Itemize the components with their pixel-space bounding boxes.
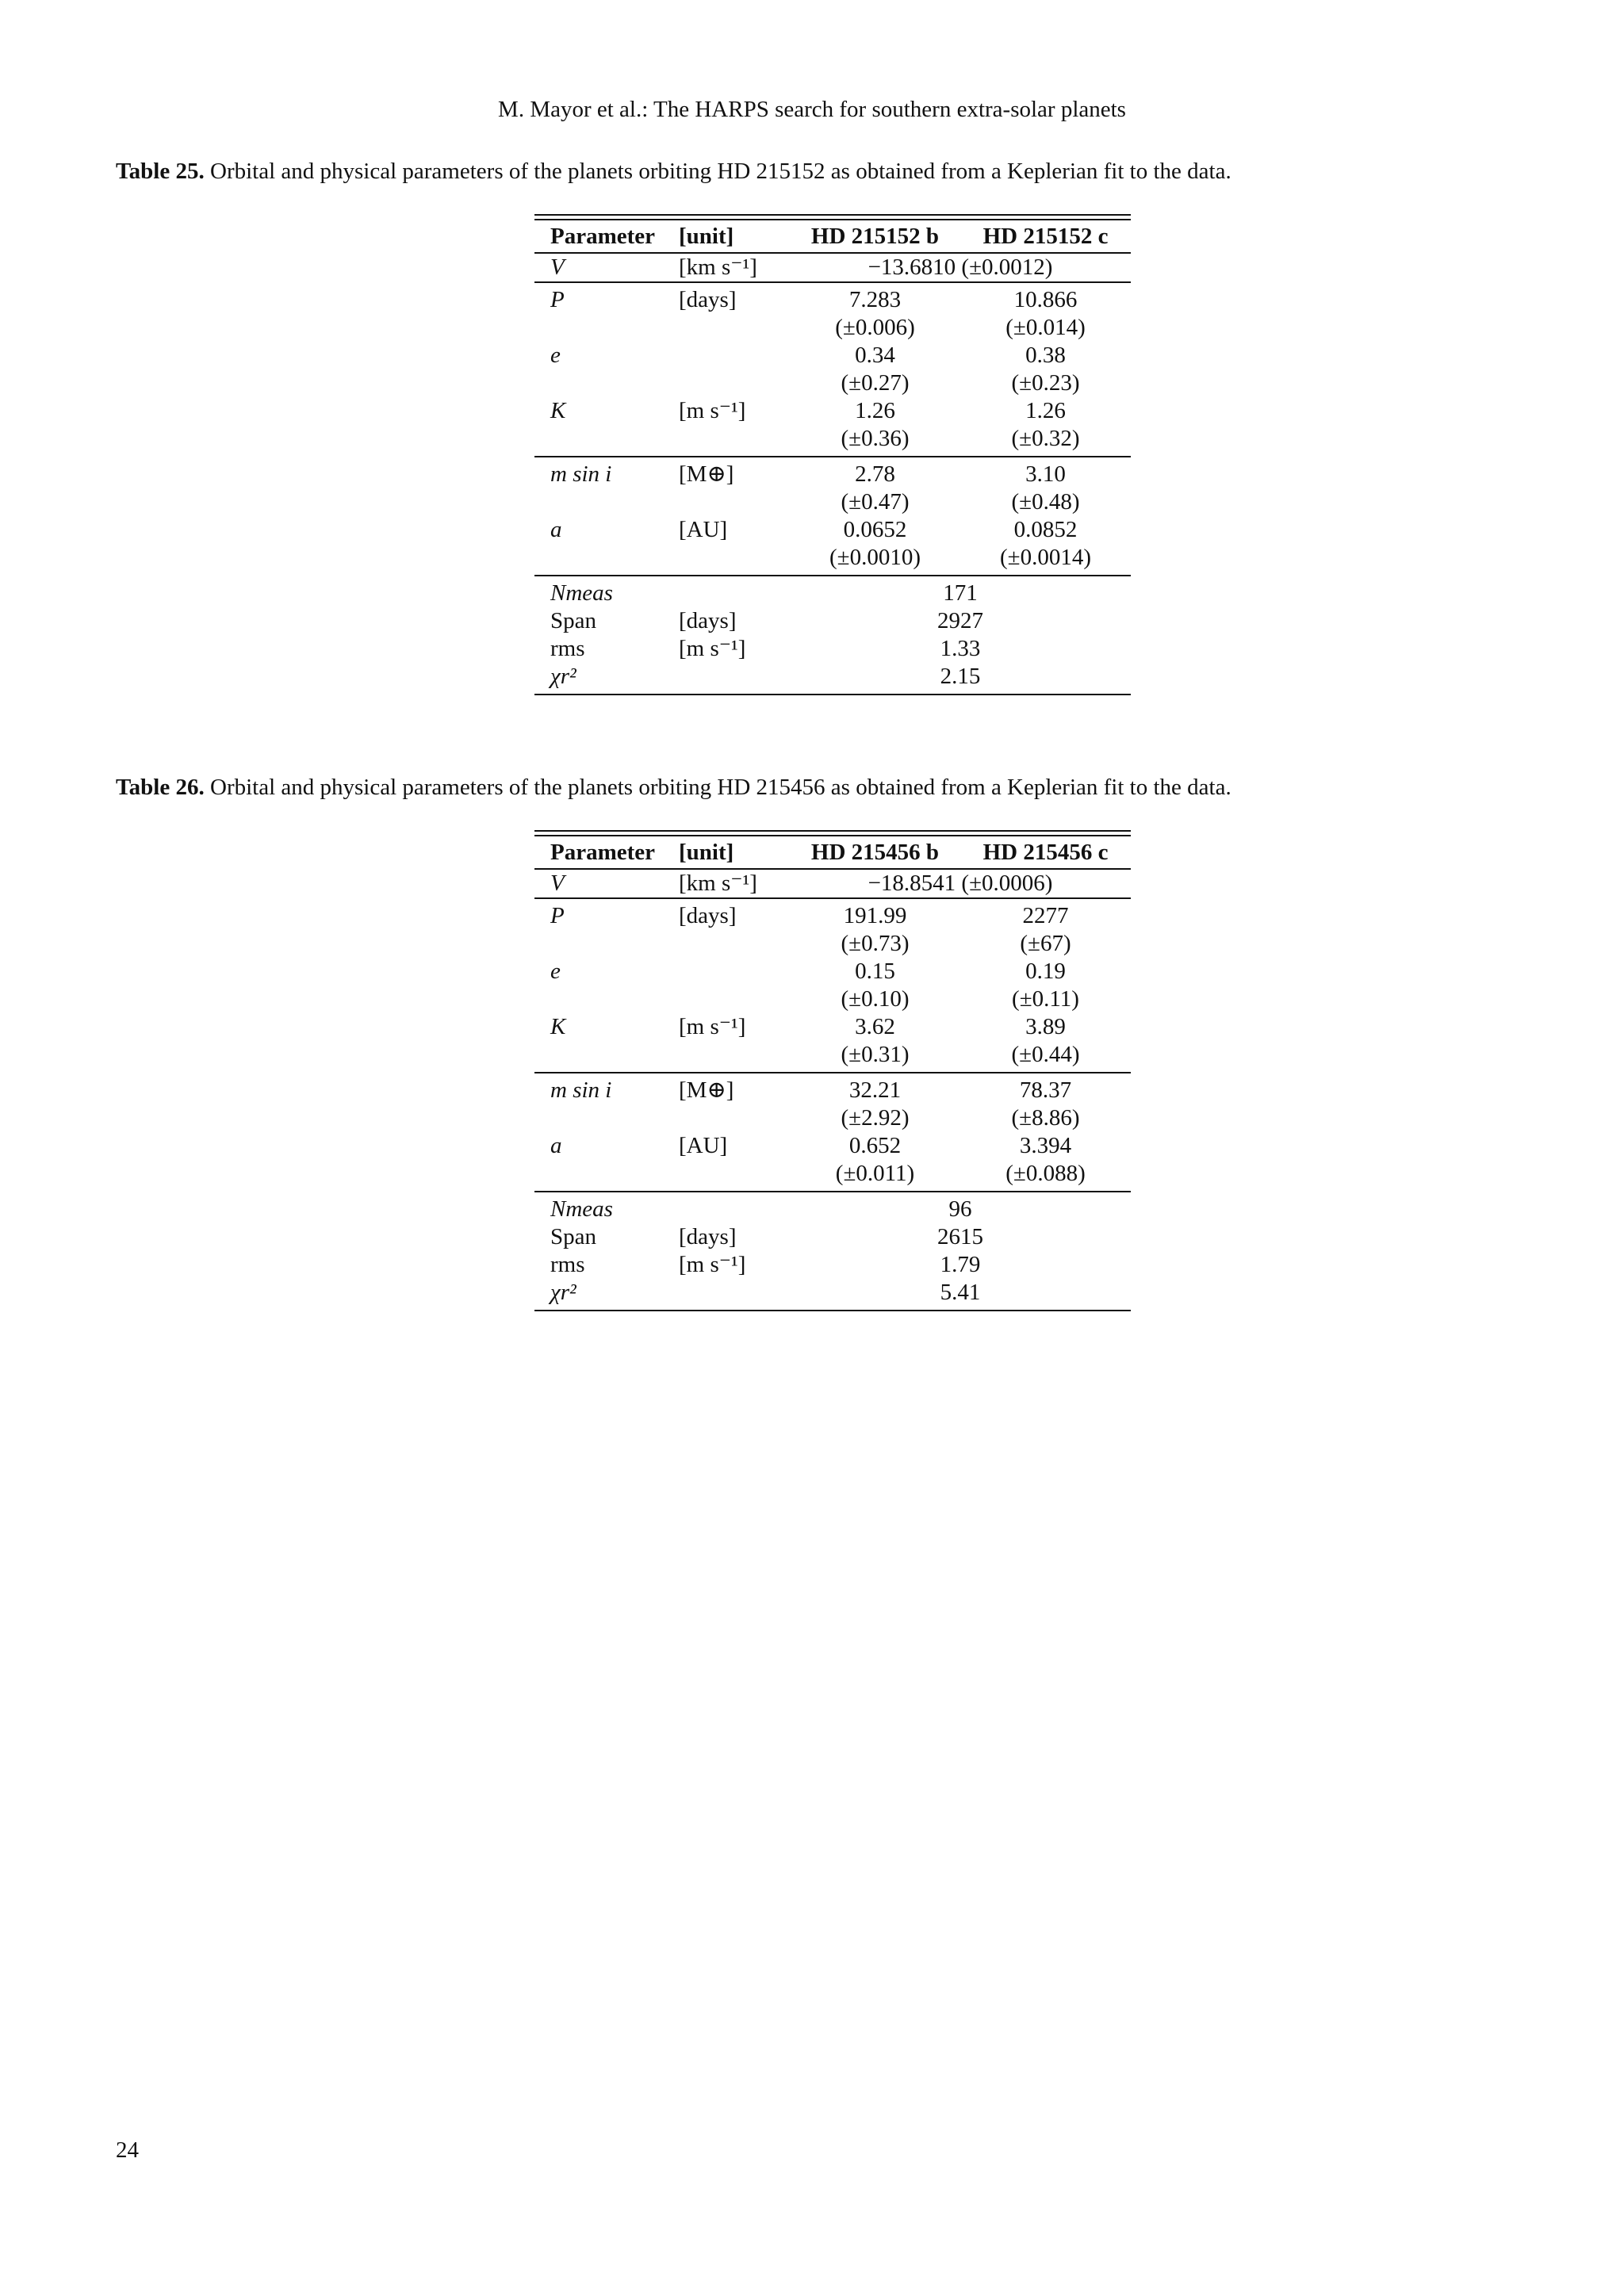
bottom-rule	[534, 694, 1131, 695]
error-cell: (±0.48)	[1011, 489, 1080, 515]
table-row	[534, 1279, 1131, 1307]
value-cell: 0.38	[1025, 342, 1066, 368]
table-row	[534, 425, 1131, 453]
error-cell: (±0.014)	[1005, 315, 1086, 340]
param-cell: e	[550, 959, 561, 984]
value-cell: 0.15	[855, 959, 895, 984]
header-cell: [unit]	[679, 840, 734, 865]
param-cell: a	[550, 1133, 562, 1158]
header-cell: HD 215152 c	[982, 224, 1109, 249]
param-cell: Nmeas	[550, 1196, 613, 1222]
table-row	[534, 663, 1131, 691]
value-cell: 2927	[937, 608, 983, 633]
table-caption	[116, 773, 1511, 802]
param-cell: rms	[550, 636, 585, 661]
param-cell: a	[550, 517, 562, 542]
value-cell: 2615	[937, 1224, 983, 1249]
table-label: Table 25.	[116, 159, 205, 184]
error-cell: (±0.006)	[835, 315, 915, 340]
table-row	[534, 397, 1131, 425]
value-cell: 0.0652	[843, 517, 907, 542]
header-row	[534, 220, 1131, 252]
unit-cell: [m s⁻¹]	[679, 398, 746, 423]
error-cell: (±0.11)	[1012, 986, 1079, 1012]
value-cell: 5.41	[940, 1280, 981, 1305]
error-cell: (±67)	[1020, 931, 1071, 956]
param-cell: Span	[550, 1224, 596, 1249]
value-cell: 191.99	[843, 903, 907, 928]
value-cell: 2.15	[940, 664, 981, 689]
orbit-section	[534, 899, 1131, 1072]
error-cell: (±0.44)	[1011, 1042, 1080, 1067]
value-cell: 1.26	[1025, 398, 1066, 423]
value-cell: 3.89	[1025, 1014, 1066, 1039]
header-cell: HD 215456 c	[982, 840, 1109, 865]
header-row	[534, 836, 1131, 868]
error-cell: (±0.27)	[841, 370, 910, 396]
unit-cell: [days]	[679, 608, 737, 633]
unit-cell: [M⊕]	[679, 1077, 734, 1103]
value-cell: 32.21	[848, 1077, 902, 1103]
param-cell: V	[550, 871, 565, 896]
unit-cell: [m s⁻¹]	[679, 1014, 746, 1039]
value-cell: 3.10	[1025, 461, 1066, 487]
table-row	[534, 1041, 1131, 1069]
param-cell: e	[550, 342, 561, 368]
physical-section	[534, 1073, 1131, 1191]
table-row	[534, 1132, 1131, 1160]
table-row	[534, 1160, 1131, 1188]
error-cell: (±0.011)	[835, 1161, 915, 1186]
table-row	[534, 870, 1131, 897]
unit-cell: [days]	[679, 287, 737, 312]
table-row	[534, 488, 1131, 516]
table-row	[534, 369, 1131, 397]
physical-section	[534, 457, 1131, 575]
unit-cell	[679, 580, 790, 607]
value-cell: 0.0852	[1013, 517, 1078, 542]
unit-cell: [AU]	[679, 517, 728, 542]
unit-cell: [days]	[679, 1224, 737, 1249]
param-cell: m sin i	[550, 1077, 612, 1103]
unit-cell: [km s⁻¹]	[679, 254, 757, 280]
value-cell: 171	[943, 580, 978, 606]
unit-cell	[679, 342, 790, 369]
table-row	[534, 1104, 1131, 1132]
value-cell: 1.26	[855, 398, 895, 423]
table-row	[534, 1223, 1131, 1251]
statistics-section	[534, 1192, 1131, 1310]
param-cell: K	[550, 1014, 566, 1039]
header-cell: HD 215456 b	[810, 840, 940, 865]
table-row	[534, 902, 1131, 930]
unit-cell	[679, 1279, 790, 1307]
table-row	[534, 930, 1131, 958]
top-rule	[534, 214, 1131, 220]
param-cell: P	[550, 903, 565, 928]
error-cell: (±2.92)	[841, 1105, 910, 1131]
value-cell: 0.652	[848, 1133, 902, 1158]
table-row	[534, 342, 1131, 369]
statistics-section	[534, 576, 1131, 694]
orbit-section	[534, 283, 1131, 456]
param-cell: P	[550, 287, 565, 312]
error-cell: (±0.088)	[1005, 1161, 1086, 1186]
param-cell: Span	[550, 608, 596, 633]
table-caption	[116, 157, 1511, 186]
error-cell: (±0.73)	[841, 931, 910, 956]
caption-text: Orbital and physical parameters of the planets orbiting HD 215456 as obtained from a Keplerian fit to the data.	[210, 775, 1231, 800]
error-cell: (±8.86)	[1011, 1105, 1080, 1131]
value-cell: 10.866	[1013, 287, 1078, 312]
value-cell: −13.6810 (±0.0012)	[868, 254, 1053, 280]
parameters-table	[534, 830, 1131, 1311]
unit-cell: [M⊕]	[679, 461, 734, 487]
param-cell: m sin i	[550, 461, 612, 487]
table-row	[534, 286, 1131, 314]
unit-cell: [km s⁻¹]	[679, 871, 757, 896]
value-cell: 1.33	[940, 636, 981, 661]
unit-cell: [AU]	[679, 1133, 728, 1158]
table-row	[534, 958, 1131, 985]
table-row	[534, 1196, 1131, 1223]
header-cell: [unit]	[679, 224, 734, 249]
param-cell: rms	[550, 1252, 585, 1277]
unit-cell: [days]	[679, 903, 737, 928]
page-number: 24	[116, 2137, 139, 2163]
table-row	[534, 985, 1131, 1013]
param-cell: V	[550, 254, 565, 280]
param-cell: χr²	[550, 1280, 576, 1305]
value-cell: 96	[948, 1196, 972, 1222]
error-cell: (±0.23)	[1011, 370, 1080, 396]
value-cell: 2277	[1022, 903, 1069, 928]
table-row	[534, 254, 1131, 281]
table-row	[534, 580, 1131, 607]
value-cell: 0.19	[1025, 959, 1066, 984]
header-cell: HD 215152 b	[810, 224, 940, 249]
error-cell: (±0.32)	[1011, 426, 1080, 451]
value-cell: 2.78	[855, 461, 895, 487]
error-cell: (±0.0010)	[829, 545, 921, 570]
caption-text: Orbital and physical parameters of the planets orbiting HD 215152 as obtained from a Keplerian fit to the data.	[210, 159, 1231, 184]
table-row	[534, 1013, 1131, 1041]
error-cell: (±0.31)	[841, 1042, 910, 1067]
param-cell: Nmeas	[550, 580, 613, 606]
value-cell: 3.62	[855, 1014, 895, 1039]
table-row	[534, 461, 1131, 488]
table-row	[534, 635, 1131, 663]
unit-cell	[679, 1196, 790, 1223]
header-cell: Parameter	[550, 224, 656, 249]
value-cell: −18.8541 (±0.0006)	[868, 871, 1053, 896]
parameters-table	[534, 214, 1131, 695]
bottom-rule	[534, 1310, 1131, 1311]
error-cell: (±0.47)	[841, 489, 910, 515]
error-cell: (±0.10)	[841, 986, 910, 1012]
table-label: Table 26.	[116, 775, 205, 800]
table-row	[534, 516, 1131, 544]
param-cell: χr²	[550, 664, 576, 689]
value-cell: 7.283	[848, 287, 902, 312]
error-cell: (±0.36)	[841, 426, 910, 451]
error-cell: (±0.0014)	[1000, 545, 1091, 570]
table-row	[534, 607, 1131, 635]
table-row	[534, 544, 1131, 572]
value-cell: 78.37	[1019, 1077, 1072, 1103]
unit-cell: [m s⁻¹]	[679, 1252, 746, 1277]
unit-cell	[679, 663, 790, 691]
table-row	[534, 1251, 1131, 1279]
table-row	[534, 1077, 1131, 1104]
value-cell: 0.34	[855, 342, 895, 368]
table-row	[534, 314, 1131, 342]
running-head: M. Mayor et al.: The HARPS search for southern extra-solar planets	[498, 97, 1126, 122]
value-cell: 1.79	[940, 1252, 981, 1277]
unit-cell: [m s⁻¹]	[679, 636, 746, 661]
value-cell: 3.394	[1019, 1133, 1072, 1158]
top-rule	[534, 830, 1131, 836]
unit-cell	[679, 958, 790, 985]
param-cell: K	[550, 398, 566, 423]
header-cell: Parameter	[550, 840, 656, 865]
